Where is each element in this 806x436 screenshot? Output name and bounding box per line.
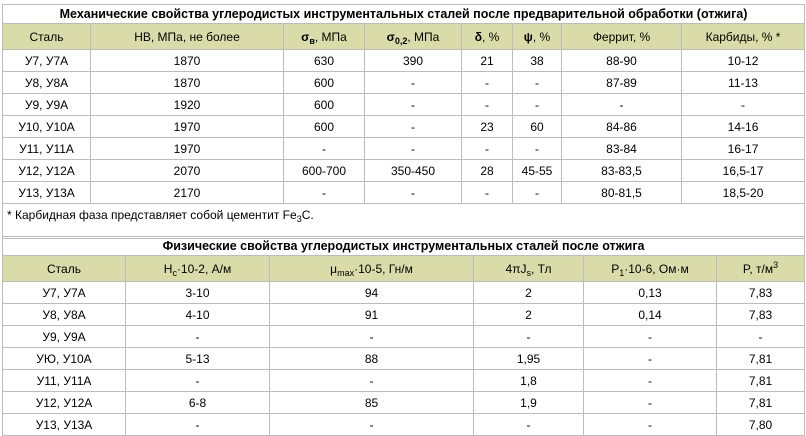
table-cell: 85 bbox=[270, 392, 474, 414]
table-cell: 600 bbox=[284, 72, 365, 94]
table-cell: 7,81 bbox=[717, 370, 805, 392]
table-cell: - bbox=[513, 182, 562, 204]
table-row bbox=[3, 370, 805, 392]
table-cell: - bbox=[717, 326, 805, 348]
header-density: P, $т/м^3$ bbox=[717, 256, 805, 282]
table-cell: 1,8 bbox=[474, 370, 584, 392]
table-cell: - bbox=[270, 326, 474, 348]
header-resistivity: $P_1\cdot 10-6$, Ом·м bbox=[584, 256, 717, 282]
table-cell: 600-700 bbox=[284, 160, 365, 182]
table-row bbox=[3, 138, 805, 160]
table-cell: 2170 bbox=[91, 182, 284, 204]
table-cell: - bbox=[513, 94, 562, 116]
table-cell: - bbox=[365, 94, 462, 116]
table-cell: 3-10 bbox=[126, 282, 270, 304]
table-cell: - bbox=[474, 326, 584, 348]
table-cell: - bbox=[462, 72, 513, 94]
table-cell: - bbox=[126, 414, 270, 436]
steel-grade-cell: У11, У11А bbox=[3, 138, 91, 160]
table-cell: - bbox=[584, 414, 717, 436]
table-row bbox=[3, 414, 805, 436]
steel-grade-cell: УЮ, У10А bbox=[3, 348, 126, 370]
table-cell: - bbox=[474, 414, 584, 436]
table-cell: 350-450 bbox=[365, 160, 462, 182]
table-cell: 6-8 bbox=[126, 392, 270, 414]
table-cell: 600 bbox=[284, 94, 365, 116]
table-cell: 83-83,5 bbox=[562, 160, 682, 182]
table-cell: - bbox=[562, 94, 682, 116]
table-cell: - bbox=[584, 348, 717, 370]
table-cell: 1970 bbox=[91, 116, 284, 138]
table-title: Механические свойства углеродистых инструментальных сталей после предварительной обработки (отжига) bbox=[3, 5, 805, 24]
mechanical-properties-table bbox=[2, 4, 805, 239]
header-steel: Сталь bbox=[3, 24, 91, 50]
table-cell: - bbox=[462, 138, 513, 160]
table-cell: 80-81,5 bbox=[562, 182, 682, 204]
table-cell: 88 bbox=[270, 348, 474, 370]
table-header-row bbox=[3, 256, 805, 282]
table-title: Физические свойства углеродистых инструментальных сталей после отжига bbox=[3, 237, 805, 256]
table-header-row bbox=[3, 24, 805, 50]
steel-grade-cell: У7, У7А bbox=[3, 282, 126, 304]
table-cell: 2070 bbox=[91, 160, 284, 182]
table-cell: - bbox=[270, 370, 474, 392]
table-cell: 23 bbox=[462, 116, 513, 138]
steel-grade-cell: У9, У9А bbox=[3, 94, 91, 116]
table-row bbox=[3, 348, 805, 370]
table-cell: - bbox=[126, 370, 270, 392]
table-cell: 7,80 bbox=[717, 414, 805, 436]
table-footnote: * Карбидная фаза представляет собой цементит $Fe_3C$. bbox=[3, 204, 805, 239]
table-cell: - bbox=[513, 72, 562, 94]
table-cell: 4-10 bbox=[126, 304, 270, 326]
steel-grade-cell: У12, У12А bbox=[3, 160, 91, 182]
table-cell: - bbox=[513, 138, 562, 160]
header-sigma-02: $\sigma_{0,2}$, МПа bbox=[365, 24, 462, 50]
table-cell: 84-86 bbox=[562, 116, 682, 138]
table-cell: 28 bbox=[462, 160, 513, 182]
steel-grade-cell: У9, У9А bbox=[3, 326, 126, 348]
table-cell: 7,83 bbox=[717, 304, 805, 326]
table-row bbox=[3, 116, 805, 138]
header-delta: δ, % bbox=[462, 24, 513, 50]
table-cell: 94 bbox=[270, 282, 474, 304]
header-hb: HB, МПа, не более bbox=[91, 24, 284, 50]
table-row bbox=[3, 304, 805, 326]
header-ferrite: Феррит, % bbox=[562, 24, 682, 50]
header-max-permeability: $\mu_{max}\cdot 10-5$, Гн/м bbox=[270, 256, 474, 282]
table-cell: 11-13 bbox=[682, 72, 805, 94]
table-cell: - bbox=[365, 182, 462, 204]
steel-grade-cell: У8, У8А bbox=[3, 72, 91, 94]
header-steel: Сталь bbox=[3, 256, 126, 282]
table-cell: 0,14 bbox=[584, 304, 717, 326]
steel-grade-cell: У12, У12А bbox=[3, 392, 126, 414]
physical-properties-table bbox=[2, 236, 805, 436]
table-row bbox=[3, 326, 805, 348]
table-cell: - bbox=[365, 138, 462, 160]
table-cell: - bbox=[365, 116, 462, 138]
table-cell: 1,95 bbox=[474, 348, 584, 370]
table-cell: 1920 bbox=[91, 94, 284, 116]
table-cell: 88-90 bbox=[562, 50, 682, 72]
steel-grade-cell: У13, У13А bbox=[3, 414, 126, 436]
table-row bbox=[3, 392, 805, 414]
table-cell: - bbox=[584, 392, 717, 414]
steel-grade-cell: У8, У8А bbox=[3, 304, 126, 326]
table-cell: - bbox=[365, 72, 462, 94]
table-cell: 630 bbox=[284, 50, 365, 72]
table-cell: 60 bbox=[513, 116, 562, 138]
table-cell: - bbox=[584, 370, 717, 392]
table-row bbox=[3, 94, 805, 116]
table-cell: 390 bbox=[365, 50, 462, 72]
table-cell: 7,81 bbox=[717, 348, 805, 370]
table-cell: - bbox=[270, 414, 474, 436]
table-cell: 10-12 bbox=[682, 50, 805, 72]
table-cell: 16-17 bbox=[682, 138, 805, 160]
header-coercive-force: $H_c\cdot 10-2$, А/м bbox=[126, 256, 270, 282]
table-cell: - bbox=[584, 326, 717, 348]
table-cell: 0,13 bbox=[584, 282, 717, 304]
table-cell: 83-84 bbox=[562, 138, 682, 160]
table-row bbox=[3, 282, 805, 304]
header-saturation: $4\pi J_s$, Тл bbox=[474, 256, 584, 282]
table-cell: 18,5-20 bbox=[682, 182, 805, 204]
table-cell: 7,83 bbox=[717, 282, 805, 304]
table-cell: - bbox=[462, 94, 513, 116]
table-cell: 38 bbox=[513, 50, 562, 72]
table-cell: 45-55 bbox=[513, 160, 562, 182]
steel-grade-cell: У7, У7А bbox=[3, 50, 91, 72]
table-cell: 2 bbox=[474, 304, 584, 326]
table-row bbox=[3, 160, 805, 182]
table-cell: 16,5-17 bbox=[682, 160, 805, 182]
table-cell: 1,9 bbox=[474, 392, 584, 414]
table-cell: - bbox=[126, 326, 270, 348]
table-cell: 14-16 bbox=[682, 116, 805, 138]
table-cell: 7,81 bbox=[717, 392, 805, 414]
steel-grade-cell: У13, У13А bbox=[3, 182, 91, 204]
table-cell: 91 bbox=[270, 304, 474, 326]
table-cell: 1870 bbox=[91, 50, 284, 72]
table-cell: 1970 bbox=[91, 138, 284, 160]
steel-grade-cell: У11, У11А bbox=[3, 370, 126, 392]
table-cell: - bbox=[682, 94, 805, 116]
table-row bbox=[3, 50, 805, 72]
table-cell: - bbox=[284, 138, 365, 160]
table-cell: 2 bbox=[474, 282, 584, 304]
table-cell: 21 bbox=[462, 50, 513, 72]
table-cell: 1870 bbox=[91, 72, 284, 94]
table-cell: - bbox=[462, 182, 513, 204]
steel-grade-cell: У10, У10А bbox=[3, 116, 91, 138]
header-psi: ψ, % bbox=[513, 24, 562, 50]
table-cell: 87-89 bbox=[562, 72, 682, 94]
header-sigma-b: $\sigma_в$, МПа bbox=[284, 24, 365, 50]
table-cell: 600 bbox=[284, 116, 365, 138]
table-row bbox=[3, 72, 805, 94]
header-carbides: Карбиды, % * bbox=[682, 24, 805, 50]
table-cell: - bbox=[284, 182, 365, 204]
table-row bbox=[3, 182, 805, 204]
table-cell: 5-13 bbox=[126, 348, 270, 370]
